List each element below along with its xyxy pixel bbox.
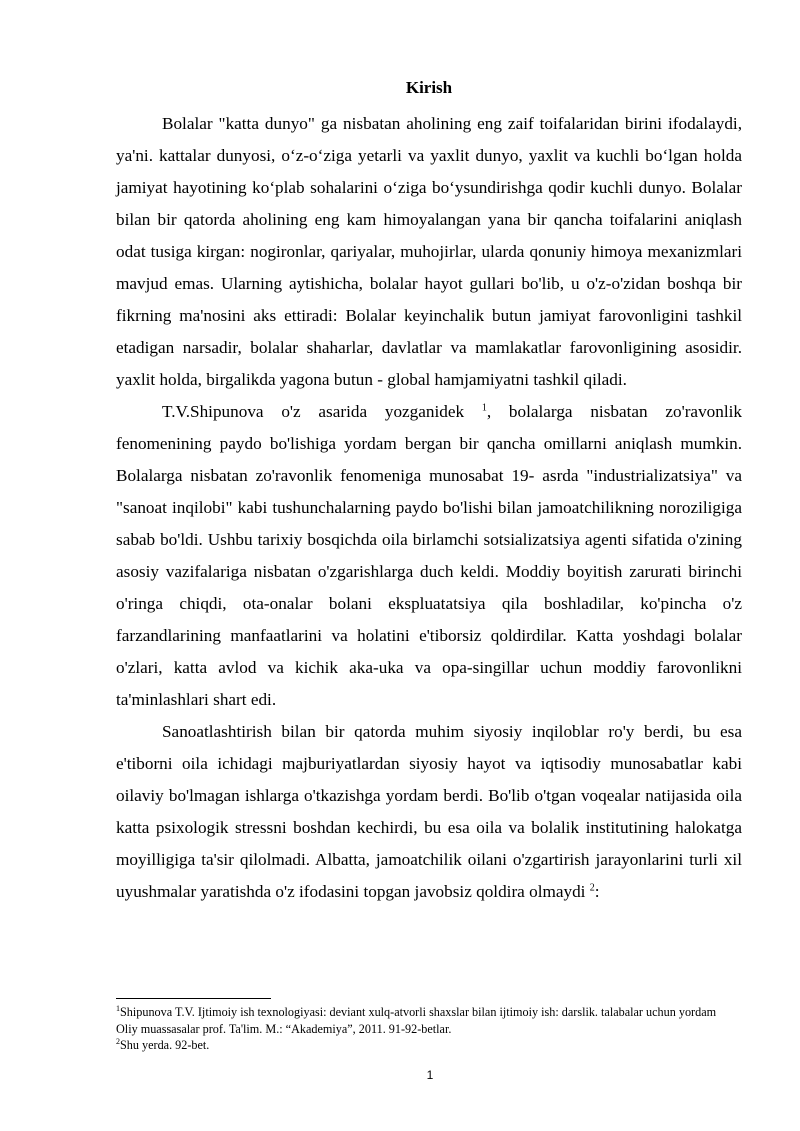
footnote-1-continued — [116, 1021, 800, 1038]
footnote-1-line-1: Shipunova T.V. Ijtimoiy ish texnologiyasi: deviant xulq-atvorli shaxslar bilan ijtimoiy ish: darslik. talabalar uchun yordam — [120, 1005, 717, 1019]
footnote-ref-1[interactable]: 1 — [481, 402, 487, 414]
footnote-separator — [116, 998, 271, 999]
paragraph-2 — [116, 396, 742, 716]
footnote-1 — [116, 1004, 800, 1021]
paragraph-2-text-start: T.V.Shipunova o'z asarida yozganidek — [162, 402, 482, 421]
footnote-1-mark: 1 — [116, 1003, 120, 1013]
section-title: Kirish — [405, 78, 453, 97]
footnote-2-text: Shu yerda. 92-bet. — [120, 1038, 210, 1052]
footnote-2-mark: 2 — [116, 1036, 120, 1046]
paragraph-2-text-end: , bolalarga nisbatan zo'ravonlik fenomenining paydo bo'lishiga yordam bergan bir qancha omillarni aniqlash mumkin. Bolalarga nisbatan zo'ravonlik fenomeniga munosabat 19- asrda "industrializatsiya" va "sanoat inqilobi" kabi tushunchalarning paydo bo'lishi bilan jamoatchilikning noroziligiga sabab bo'ldi. Ushbu tarixiy bosqichda oila birlamchi sotsializatsiya agenti sifatida o'zining asosiy vazifalariga nisbatan o'zgarishlarga duch keldi. Moddiy boyitish zarurati birinchi o'ringa chiqdi, ota-onalar bolani ekspluatatsiya qila boshladilar, ko'pincha o'z farzandlarining manfaatlarini va holatini e'tiborsiz qoldirdilar. Katta yoshdagi bolalar o'zlari, katta avlod va kichik aka-uka va opa-singillar uchun moddiy farovonlikni ta'minlashlari shart edi. — [116, 402, 742, 709]
paragraph-1: Bolalar "katta dunyo" ga nisbatan aholining eng zaif toifalaridan birini ifodalaydi, ya'ni. kattalar dunyosi, o‘z-o‘ziga yetarli va yaxlit dunyo, yaxlit va kuchli bo‘lgan holda jamiyat hayotining ko‘plab sohalarini o‘ziga bo‘ysundirishga qodir kuchli dunyo. Bolalar bilan bir qatorda aholining eng kam himoyalangan yana bir qancha toifalarini aniqlash odat tusiga kirgan: nogironlar, qariyalar, muhojirlar, ularda qonuniy himoya mexanizmlari mavjud emas. Ularning aytishicha, bolalar hayot gullari bo'lib, u o'z-o'zidan boshqa bir fikrning ma'nosini aks ettiradi: Bolalar keyinchalik butun jamiyat farovonligini tashkil etadigan narsadir, bolalar shaharlar, davlatlar va mamlakatlar farovonligining asosidir. yaxlit holda, birgalikda yagona butun - global hamjamiyatni tashkil qiladi. — [116, 114, 742, 389]
footnote-2 — [116, 1037, 800, 1054]
paragraph-3-text-end: : — [594, 882, 600, 901]
footnote-ref-2[interactable]: 2 — [589, 882, 595, 894]
footnotes — [116, 1004, 800, 1054]
paragraph-3-text-start: Sanoatlashtirish bilan bir qatorda muhim siyosiy inqiloblar ro'y berdi, bu esa e'tiborni oila ichidagi majburiyatlardan siyosiy hayot va iqtisodiy munosabatlar kabi oilaviy bo'lmagan ishlarga o'tkazishga yordam berdi. Bo'lib o'tgan voqealar natijasida oila katta psixologik stressni boshdan kechirdi, bu esa oila va bolalik institutining halokatga moyilligiga ta'sir qilolmadi. Albatta, jamoatchilik oilani o'zgartirish jarayonlarini turli xil uyushmalar yaratishda o'z ifodasini topgan javobsiz qoldira olmaydi — [116, 722, 742, 901]
footnote-1-line-2: Oliy muassasalar prof. Ta'lim. M.: “Akademiya”, 2011. 91-92-betlar. — [116, 1021, 452, 1036]
paragraph-3 — [116, 716, 742, 908]
document-page — [116, 76, 742, 908]
page-number: 1 — [426, 1068, 434, 1082]
